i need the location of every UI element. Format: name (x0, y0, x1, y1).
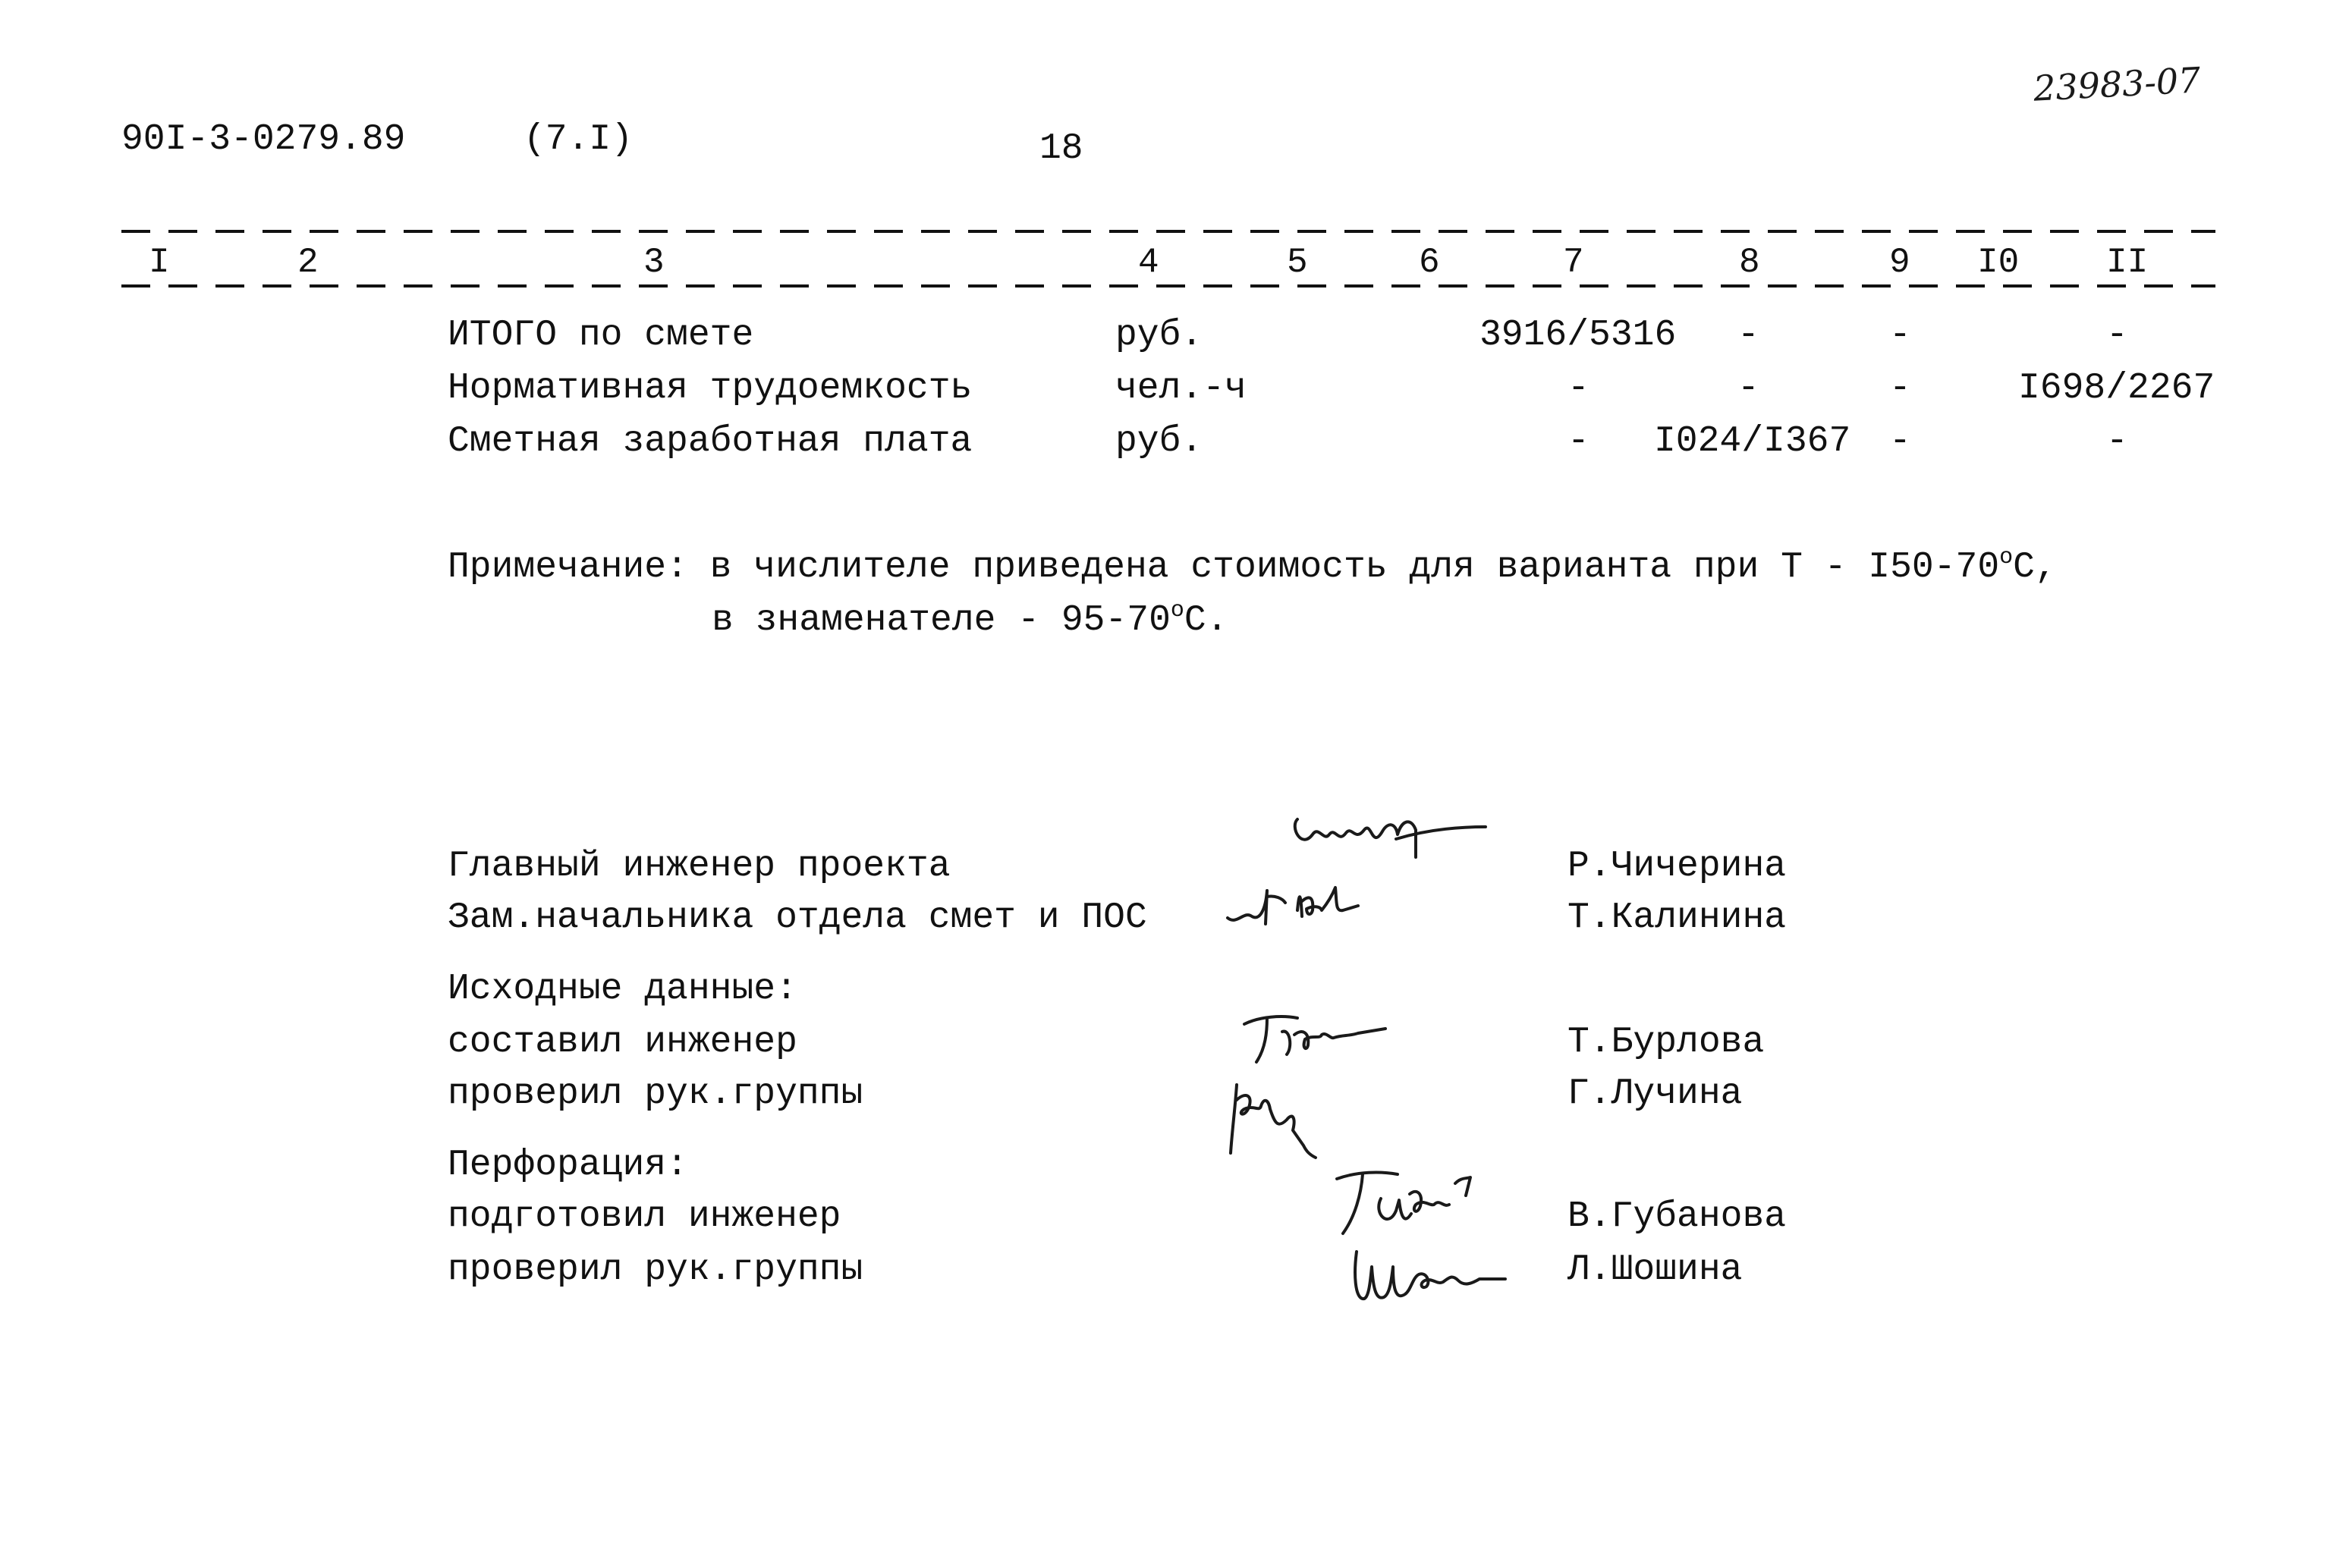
column-header: I0 (1977, 243, 2020, 282)
row-unit: чел.-ч (1115, 368, 1247, 409)
signature-luchina (1214, 1070, 1343, 1176)
cell-col11: I698/2267 (2018, 368, 2215, 409)
signature-kalinina (1222, 872, 1411, 941)
column-header: II (2106, 243, 2149, 282)
column-header: 3 (643, 243, 665, 282)
cell-col11: - (2106, 421, 2128, 462)
signatory-name: Л.Шошина (1567, 1249, 1743, 1290)
section-label: Исходные данные: (448, 969, 797, 1010)
page-number: 18 (1039, 128, 1083, 169)
cell-col7: 3916/5316 (1479, 315, 1677, 356)
column-header: 5 (1287, 243, 1308, 282)
row-name: ИТОГО по смете (448, 315, 754, 356)
signatory-role: составил инженер (448, 1022, 797, 1063)
cell-col7: - (1567, 368, 1589, 409)
row-unit: руб. (1115, 315, 1203, 356)
table-header-dashed-rule (121, 284, 2215, 288)
row-name: Нормативная трудоемкость (448, 368, 973, 409)
note-line-2: в знаменателе - 95-70$^o$C. (712, 598, 1228, 641)
column-header: I (149, 243, 170, 282)
archive-number: 23983-07 (2032, 59, 2202, 109)
signatory-name: В.Губанова (1567, 1196, 1787, 1237)
table-top-dashed-rule (121, 230, 2215, 233)
signatory-role: проверил рук.группы (448, 1249, 863, 1290)
section-number: (7.I) (524, 119, 634, 160)
cell-col11: - (2106, 315, 2128, 356)
cell-col8: I024/I367 (1654, 421, 1851, 462)
signatory-name: Т.Калинина (1567, 897, 1787, 938)
signature-chicherina (1282, 797, 1495, 872)
signatory-role: проверил рук.группы (448, 1073, 863, 1114)
column-header: 9 (1889, 243, 1910, 282)
column-header: 6 (1419, 243, 1440, 282)
cell-col9: - (1889, 421, 1911, 462)
cell-col9: - (1889, 315, 1911, 356)
document-code: 90I-3-0279.89 (121, 119, 406, 160)
cell-col8: - (1737, 315, 1759, 356)
cell-col9: - (1889, 368, 1911, 409)
signatory-role: Зам.начальника отдела смет и ПОС (448, 897, 1147, 938)
cell-col8: - (1737, 368, 1759, 409)
signatory-name: Г.Лучина (1567, 1073, 1743, 1114)
row-name: Сметная заработная плата (448, 421, 973, 462)
row-unit: руб. (1115, 421, 1203, 462)
signatory-role: подготовил инженер (448, 1196, 841, 1237)
column-header: 4 (1138, 243, 1159, 282)
column-header: 2 (297, 243, 319, 282)
signatory-name: Р.Чичерина (1567, 846, 1787, 887)
column-header: 8 (1739, 243, 1760, 282)
section-label: Перфорация: (448, 1145, 688, 1186)
cell-col7: - (1567, 421, 1589, 462)
signature-shoshina (1343, 1236, 1517, 1312)
signature-burlova (1237, 1001, 1419, 1070)
column-header: 7 (1563, 243, 1584, 282)
signatory-role: Главный инженер проекта (448, 846, 951, 887)
note-line-1: Примечание: в числителе приведена стоимость для варианта при Т - I50-70$^o$C, (448, 545, 2057, 588)
signatory-name: Т.Бурлова (1567, 1022, 1765, 1063)
